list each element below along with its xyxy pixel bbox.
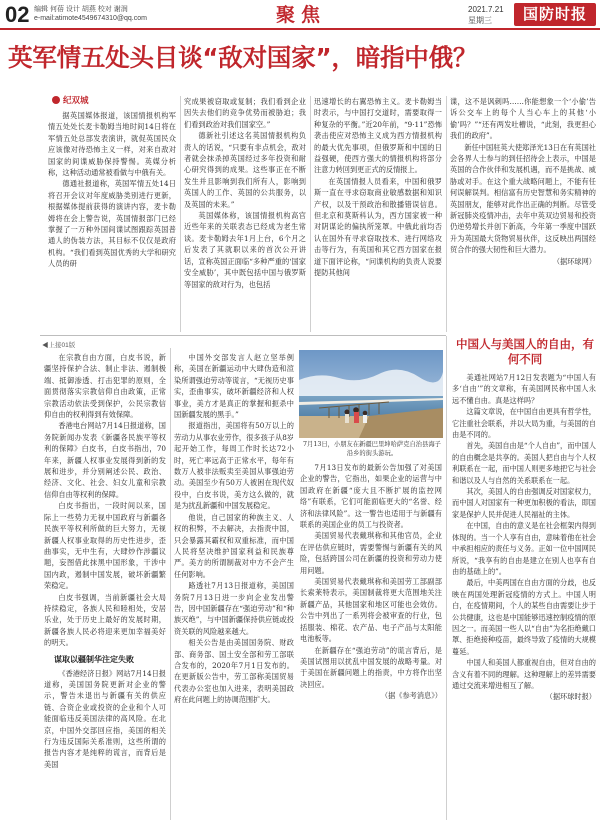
paragraph: 在新疆存在“强迫劳动”的谎言背后，是美国试图用以扰乱中国发展的战略考量。对于美国在新疆问题上的指责，中方将作出坚决回应。 xyxy=(300,645,442,689)
column-divider xyxy=(446,96,447,332)
page-number: 02 xyxy=(5,2,30,27)
editor-email: e-mail:atimote4549674310@qq.com xyxy=(34,15,147,22)
newspaper-logo: 国防时报 xyxy=(514,3,596,26)
source-credit: （据环球时报） xyxy=(545,692,596,702)
lower-column-3 xyxy=(300,462,442,820)
page-header xyxy=(0,0,600,30)
paragraph: 《香港经济日报》网站7月14日报道称，美国国务院更新对企业的警示，警告未退出与新疆有关的供应链、合资企业或投资的企业和个人可能面临违反美国法律的高风险。在北京，中国外交部回应指，美国的相关行为违反国际关系准则，这些所谓的报告内容才是纯粹的谎言，而背后是美国 xyxy=(44,668,166,769)
paragraph: 谍，这不是讽刺吗……你能想象一个‘小偷’告诉公交车上的每个人当心车上的其他‘小偷’吗？”“还有两发吐槽说，“此刻，我更担心我们的政府”。 xyxy=(450,97,596,141)
photo-illustration xyxy=(299,350,443,438)
paragraph: 7月13日发布的最新公告加强了对美国企业的警告，它指出，如果企业的运营与中国政府在新疆“庞大且不断扩展的监控网络”有联系，它们可能面临更大的“名誉、经济和法律风险”。这一警告也适用于与新疆有联系的美国企业的员工与投资者。 xyxy=(300,463,442,530)
paragraph: 在中国，自由的意义是在社会框架内得到体现的。当一个人享有自由，意味着他在社会中承担相应的责任与义务。正如一位中国网民所说，“我享有的自由是建立在别人也享有自由的基础上的”。 xyxy=(452,521,596,576)
article-column-3 xyxy=(314,96,442,332)
side-article-column xyxy=(452,372,596,822)
author-name: 纪双城 xyxy=(63,96,89,106)
article-column-2 xyxy=(184,96,306,332)
paragraph: 相关公告是由美国国务院、财政部、商务部、国土安全部和劳工部联合发布的，2020年7月1日发布的。在更新版公告中，劳工部称美国贸易代表办公室也加入进来，表明美国政府在此问题上的协调范围扩大。 xyxy=(174,638,294,705)
paragraph: 德通社报道称，英国军情五处14日将召开会议对年度威胁类别进行更新，根据媒体提前获得的演讲内容，麦卡勒姆将在会上警告说，英国情报部门已经掌握了一万种外国间谍试图跟踪英国普通人的伪装方法，其目标不仅仅是政府机构。“我们看到英国优秀的大学和研究人员的研 xyxy=(48,179,176,269)
paragraph: 英国媒体称，该国情报机构高官近些年来的关联表态已经成为老生常谈。麦卡勒姆去年1月上台，6个月之后发表了其就职以来的首次公开讲话，宣称英国正面临“多种严重的‘国家安全威胁’，其中既包括中国与俄罗斯等国家的敌对行为，也包括 xyxy=(184,211,306,289)
paragraph: 中国人和美国人都重视自由，但对自由的含义有着不同的理解。这种理解上的差异需要通过交流来增进相互了解。 xyxy=(452,658,596,690)
continued-from-tag: ◀上接01版 xyxy=(42,342,76,349)
paragraph: 美国贸易代表戴琪称和美国劳工部副部长索莱特表示，美国制裁将更大范围地关注新疆产品，其他国家和地区可能也会效仿。公告中列出了一系列将会被审查的行业，包括服装、棉花、农产品、电子产品与太阳能电池板等。 xyxy=(300,577,442,644)
paragraph: 这篇文章说，在中国自由更具有哲学性，它注重社会联系，并以大局为重，与美国的自由是不同的。 xyxy=(452,407,596,440)
issue-weekday: 星期三 xyxy=(468,16,492,25)
column-divider xyxy=(180,96,181,332)
section-title: 聚焦 xyxy=(276,4,327,26)
paragraph: 其次，美国人的自由强调反对国家权力，而中国人对国家有一种更加积极的看法，即国家是保护人民并促进人民福祉的主体。 xyxy=(452,487,596,519)
lower-column-1 xyxy=(44,352,166,820)
article-column-1 xyxy=(48,110,176,332)
paragraph: 迅速增长的右翼恐怖主义。麦卡勒姆当时表示，与中国打交道时，需要取得一种复杂的平衡。”近20年前，“9·11”恐怖袭击使应对恐怖主义成为西方情报机构的最大优先事项，但俄罗斯和中国的日益强硬，使西方强大的情报机构将部分注意力转回到更正式的反情报上。 xyxy=(314,97,442,175)
paragraph: 究成果被窃取或复制；我们看到企业因失去他们的竞争优势而被胁迫；我们看到政治对我们国家空。” xyxy=(184,97,306,129)
news-photo xyxy=(299,350,443,438)
paragraph: 据英国媒体报道，该国情报机构军情五处处长麦卡勒姆当地时间14日将在军情五处总部发表演讲，就促英国民众应该像对待恐怖主义一样，对来自敌对国家的间谍威胁保持警惕。英媒分析称，这种活动通常被看做与中俄有关。 xyxy=(48,111,176,178)
column-divider xyxy=(310,96,311,332)
paragraph: 德新社引述这名英国情报机构负责人的话说，“只要有非点机会，敌对者就会抹杀掉英国经过多年投资和耐心研究得到的成果。这些事正在不断发生并且影响到我们所有人，影响到英国人的工作、英国的公共服务，以及英国的未来。” xyxy=(184,131,306,209)
column-divider xyxy=(170,348,171,820)
column-divider xyxy=(446,336,447,820)
paragraph: 美国贸易代表戴琪称和其他官员，企业在评估供应链时，需要警惕与新疆有关的风险，包括跨国公司在新疆的投资和劳动力使用问题。 xyxy=(300,531,442,575)
editors-credit: 编辑 何蓓 设计 胡燕 校对 谢润 xyxy=(34,6,128,13)
article-column-4 xyxy=(450,96,596,332)
paragraph: 在宗教自由方面，白皮书说，新疆坚持保护合法、制止非法、遏制极端、抵御渗透、打击犯罪的原则，全面贯彻落实宗教信仰自由政策，正常宗教活动依法受到保护，公民宗教信仰自由的权利得到有效保障。 xyxy=(44,353,166,420)
paragraph: 美通社网站7月12日发表题为“中国人有多‘自由’”的文章称，有美国网民称中国人永远不懂自由。真是这样吗？ xyxy=(452,373,596,405)
paragraph: 他说，自己国家的种族主义、人权的积弊，不去解决，去指责中国，只会暴露其霸权和双重标准，而中国人民将坚决维护国家利益和民族尊严。美方的所谓制裁对中方不会产生任何影响。 xyxy=(174,512,294,579)
lower-column-2 xyxy=(174,352,294,820)
paragraph: 白皮书指出，一段时间以来，国际上一些势力无视中国政府与新疆各民族平等权利所做的巨大努力，无视新疆人权事业取得的历史性进步，歪曲事实，无中生有，大肆炒作涉疆议题，妄图借此抹黑中国形象，干涉中国内政，遏制中国发展，破坏新疆繁荣稳定。 xyxy=(44,501,166,591)
issue-date: 2021.7.21 xyxy=(468,5,504,14)
paragraph: 新任中国驻英大使郑泽光13日在有英国社会各界人士参与的到任招待会上表示，中国是英国的合作伙伴和发展机遇，而不是挑战、威胁或对手。在这个重大战略问题上，不能有任何误解误判。相信富有历史智慧和务实精神的英国朋友，能够对此作出正确的判断。尽管受新冠肺炎疫情冲击，去年中英双边贸易和投资仍逆势增长并创下新高，今年第一季度中国跃升为英国最大货物贸易伙伴，这反映出两国经贸合作的强大韧性和巨大潜力。 xyxy=(450,142,596,255)
paragraph: 中国外交部发言人赵立坚举例称，美国在新疆运动中大肆伪造和渲染所谓强迫劳动等谎言，“无视历史事实，歪曲事实，破坏新疆经济和人权事业，美方才是真正的掌握和扼杀中国新疆发展的黑手。” xyxy=(174,353,294,420)
paragraph: 路透社7月13日报道称，美国国务院7月13日进一步向企业发出警告，因中国新疆存在“强迫劳动”和“种族灭绝”，与中国新疆保持供应链或投资关联的风险越来越大。 xyxy=(174,581,294,636)
paragraph: 报道指出，美国将有50万以上的劳动力从事农业劳作，很多孩子从8岁起开始工作，每周工作时长达72小时，死亡率远高于正常水平，每年有数万人被非法贩卖至美国从事强迫劳动。美国至少有50万人被困在现代奴役中，白皮书说，美方这么做的，就是为扰乱新疆和中国发展稳定。 xyxy=(174,421,294,511)
byline xyxy=(52,96,89,107)
photo-caption: 7月13日，小朋友在新疆巴里坤哈萨克自治县海子沿乡的街头游玩。 xyxy=(303,441,441,457)
paragraph: 香港电台网站7月14日报道称，国务院新闻办发表《新疆各民族平等权利的保障》白皮书，白皮书指出，70年来，新疆人权事业发展得到新的发展和进步，并分别阐述公民、政治、经济、文化、社会、妇女儿童和宗教信仰自由等权利的保障。 xyxy=(44,421,166,499)
side-article-headline: 中国人与美国人的自由，有何不同 xyxy=(456,337,594,366)
paragraph: 首先，美国自由是“个人自由”，而中国人的自由概念是共享的。美国人把自由与个人权利联系在一起，而中国人则更多地把它与社会和谐以及人与自然的关系联系在一起。 xyxy=(452,441,596,485)
section-divider xyxy=(40,335,446,336)
paragraph: 白皮书强调，当前新疆社会大局持续稳定，各族人民和睦相处，安居乐业，处于历史上最好的发展时期，新疆各族人民必将迎来更加幸福美好的明天。 xyxy=(44,592,166,648)
main-headline: 英军情五处头目谈“敌对国家”，暗指中俄？ xyxy=(8,43,478,72)
source-credit: （据《参考消息》） xyxy=(380,691,442,701)
paragraph: 在英国情报人员看来，中国和俄罗斯一直在寻求窃取商业敏感数据和知识产权，以及干预政治和散播错误信息。但北京和莫斯科认为，西方国家被一种对阴谋论的偏执所笼罩。中俄此前均否认在国外有寻求窃取技术、进行网络攻击等行为，有英国和其它西方国家在报道下面评论称，“问谍机构的负责人说要提防其他间 xyxy=(314,176,442,278)
byline-dot-icon xyxy=(52,96,60,104)
subheading: 谋取以疆制华注定失败 xyxy=(54,653,134,664)
source-credit: （据环球网） xyxy=(552,256,596,266)
paragraph: 最后，中美两国在自由方面的分歧，也反映在两国处理新冠疫情的方式上。中国人明白，在疫情期间，个人的某些自由需要让步于公共健康，这也是中国能够迅速控制疫情的原因之一。而美国一些人以“自由”为名拒绝戴口罩、拒绝接种疫苗，最终导致了疫情的大规模蔓延。 xyxy=(452,578,596,656)
